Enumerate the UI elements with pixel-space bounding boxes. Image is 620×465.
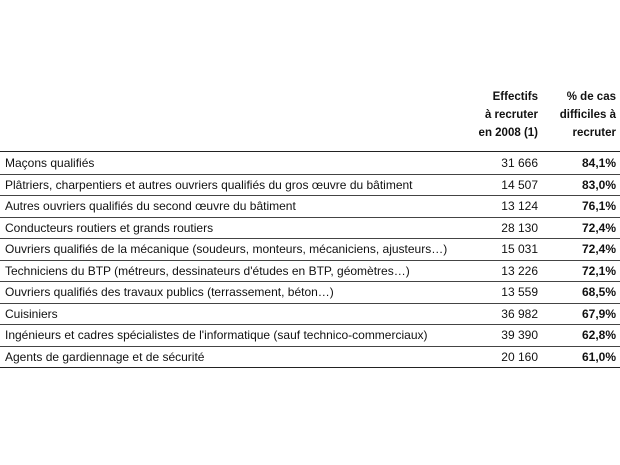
row-pct: 72,1% <box>581 263 616 278</box>
row-label: Ingénieurs et cadres spécialistes de l'informatique (sauf technico-commerciaux) <box>5 328 428 342</box>
row-pct: 61,0% <box>581 349 616 364</box>
row-count: 13 124 <box>501 199 538 213</box>
row-pct: 68,5% <box>581 285 616 299</box>
table-header <box>0 88 620 148</box>
row-count: 15 031 <box>501 242 538 256</box>
row-pct: 62,8% <box>581 328 616 342</box>
row-count: 31 666 <box>501 156 538 170</box>
row-count: 13 559 <box>501 285 538 299</box>
row-pct: 72,4% <box>581 220 616 235</box>
row-pct: 84,1% <box>581 156 616 170</box>
table-row <box>0 325 620 347</box>
row-pct: 67,9% <box>581 306 616 321</box>
row-label: Maçons qualifiés <box>5 156 95 170</box>
table-row <box>0 196 620 218</box>
row-pct: 83,0% <box>581 177 616 192</box>
table-body <box>0 153 620 368</box>
row-count: 20 160 <box>501 349 538 364</box>
row-pct: 76,1% <box>581 199 616 213</box>
row-count: 39 390 <box>501 328 538 342</box>
row-count: 28 130 <box>501 220 538 235</box>
table-row <box>0 282 620 304</box>
row-label: Autres ouvriers qualifiés du second œuvre du bâtiment <box>5 199 296 213</box>
table-row <box>0 218 620 240</box>
table-row <box>0 175 620 197</box>
row-label: Conducteurs routiers et grands routiers <box>5 220 214 235</box>
header-pct: % de cas difficiles à recruter <box>559 91 616 139</box>
row-count: 36 982 <box>501 306 538 321</box>
table-row <box>0 347 620 369</box>
table-row <box>0 153 620 175</box>
row-count: 13 226 <box>501 263 538 278</box>
row-pct: 72,4% <box>581 242 616 256</box>
table-row <box>0 239 620 261</box>
row-label: Techniciens du BTP (métreurs, dessinateurs d'études en BTP, géomètres…) <box>5 263 410 278</box>
header-rule <box>0 151 620 152</box>
row-count: 14 507 <box>501 177 538 192</box>
table-row <box>0 261 620 283</box>
row-label: Ouvriers qualifiés de la mécanique (soudeurs, monteurs, mécaniciens, ajusteurs…) <box>5 242 448 256</box>
row-label: Cuisiniers <box>5 306 58 321</box>
row-label: Agents de gardiennage et de sécurité <box>5 349 205 364</box>
row-label: Plâtriers, charpentiers et autres ouvriers qualifiés du gros œuvre du bâtiment <box>5 177 413 192</box>
row-label: Ouvriers qualifiés des travaux publics (terrassement, béton…) <box>5 285 334 299</box>
table-row <box>0 304 620 326</box>
header-count: Effectifs à recruter en 2008 (1) <box>478 91 538 139</box>
recruitment-table <box>0 88 620 364</box>
